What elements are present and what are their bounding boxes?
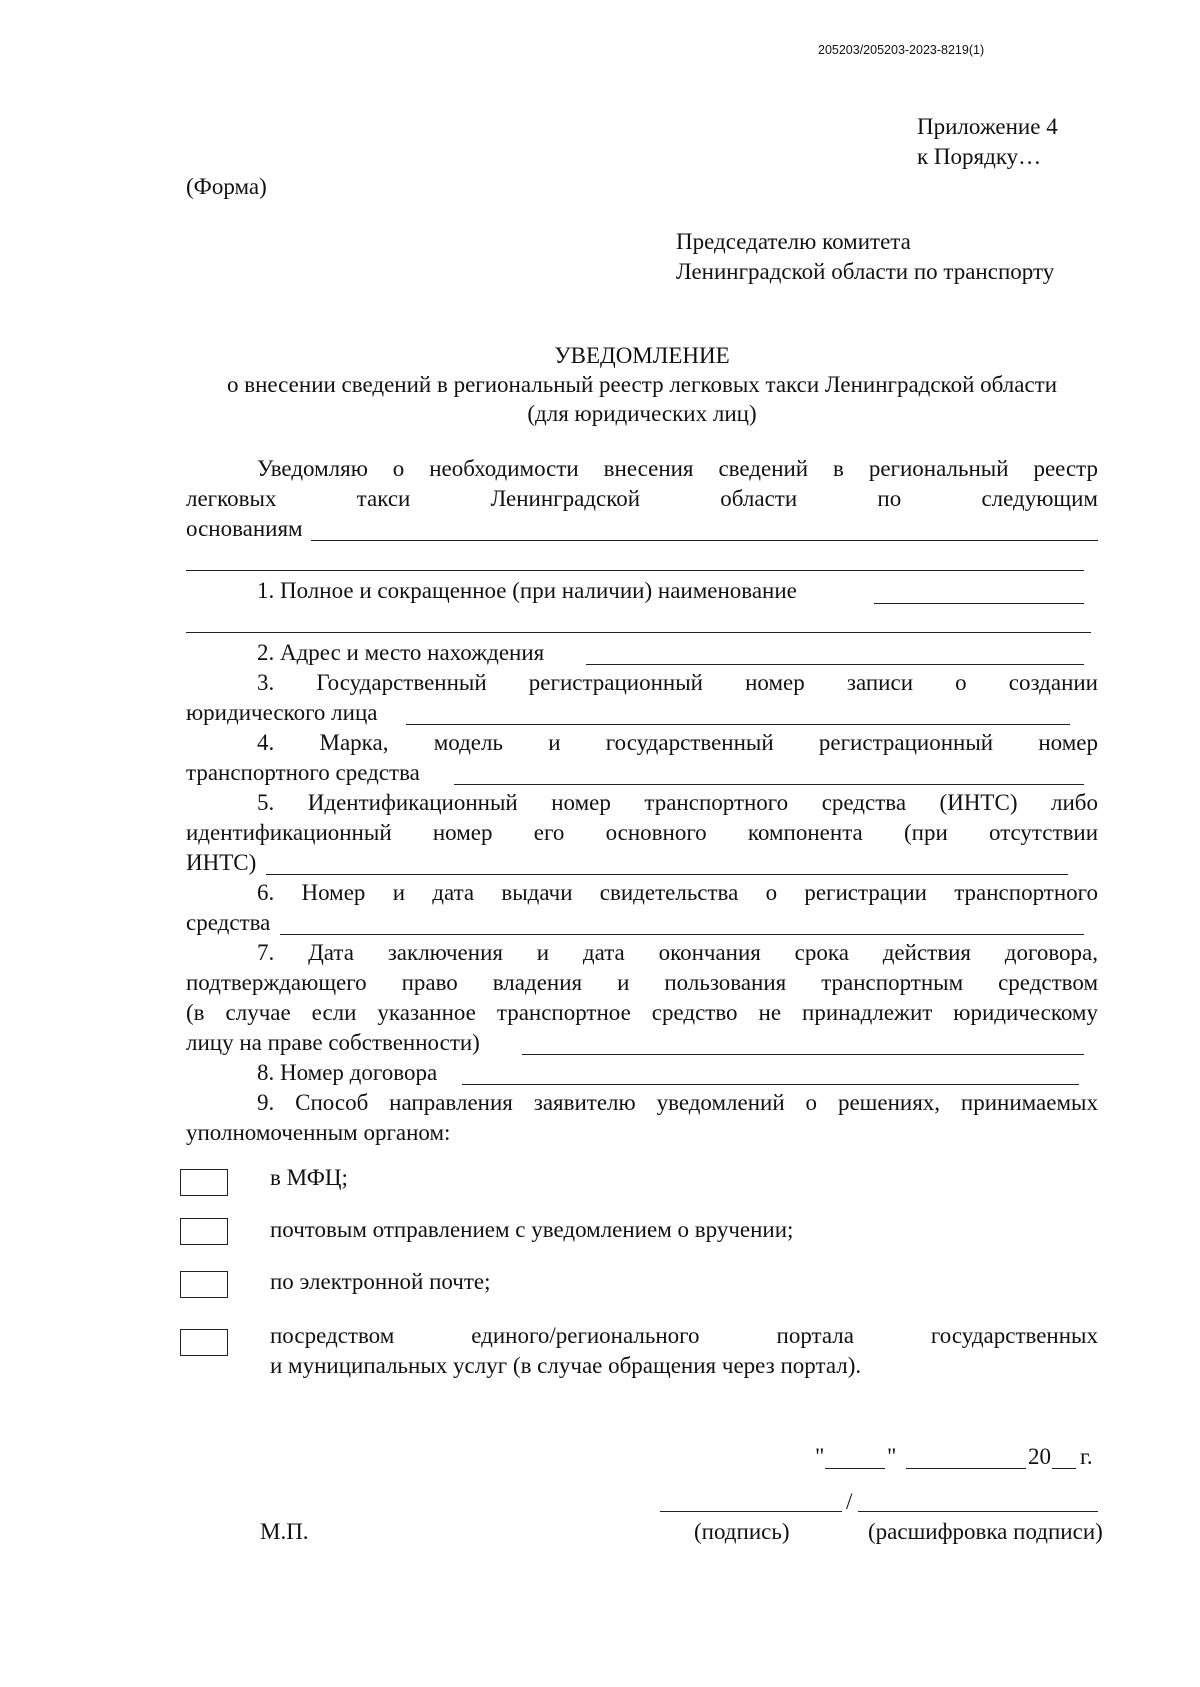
date-quote-open: "	[815, 1444, 825, 1469]
option-mail-label: почтовым отправлением с уведомлением о вручении;	[270, 1217, 794, 1242]
name-field[interactable]	[874, 603, 1084, 604]
item-7-label-cont: подтверждающего право владения и пользования транспортным средством	[186, 970, 1098, 995]
item-1-label: 1. Полное и сокращенное (при наличии) наименование	[257, 578, 797, 603]
document-title: УВЕДОМЛЕНИЕ	[554, 343, 730, 368]
date-year-field[interactable]	[1052, 1468, 1076, 1469]
stamp-label: М.П.	[260, 1519, 309, 1544]
date-quote-close: "	[887, 1444, 897, 1469]
date-year-prefix: 20	[1028, 1444, 1051, 1469]
intro-line-3: основаниям	[186, 516, 303, 541]
appendix-line-1: Приложение 4	[917, 114, 1058, 139]
option-mail-checkbox[interactable]	[180, 1218, 228, 1245]
item-6-label-cont: средства	[186, 910, 271, 935]
vin-field[interactable]	[266, 874, 1068, 875]
item-7-label-cont-2: (в случае если указанное транспортное средство не принадлежит юридическому	[186, 1000, 1098, 1025]
item-8-label: 8. Номер договора	[257, 1060, 438, 1085]
appendix-line-2: к Порядку…	[917, 144, 1042, 169]
option-portal-checkbox[interactable]	[180, 1329, 228, 1356]
form-label: (Форма)	[186, 174, 267, 199]
signature-decode-label: (расшифровка подписи)	[868, 1519, 1103, 1544]
item-4-label-cont: транспортного средства	[186, 760, 420, 785]
option-portal-label: посредством единого/регионального портала государственных	[270, 1323, 1098, 1348]
addressee-line-2: Ленинградской области по транспорту	[676, 259, 1055, 284]
option-mfc-label: в МФЦ;	[270, 1165, 348, 1190]
signature-label: (подпись)	[694, 1519, 790, 1544]
item-4-label: 4. Марка, модель и государственный регистрационный номер	[257, 730, 1098, 755]
contract-number-field[interactable]	[462, 1084, 1079, 1085]
grounds-field-line-2[interactable]	[186, 570, 1084, 571]
document-subtitle: о внесении сведений в региональный реестр легковых такси Ленинградской области	[226, 372, 1058, 397]
option-email-checkbox[interactable]	[180, 1271, 228, 1298]
item-3-label: 3. Государственный регистрационный номер записи о создании	[257, 670, 1098, 695]
option-mfc-checkbox[interactable]	[180, 1169, 228, 1196]
certificate-field[interactable]	[280, 934, 1084, 935]
item-3-label-cont: юридического лица	[186, 700, 378, 725]
signature-slash: /	[846, 1489, 853, 1514]
date-month-field[interactable]	[906, 1468, 1026, 1469]
addressee-line-1: Председателю комитета	[676, 229, 911, 254]
option-portal-label-cont: и муниципальных услуг (в случае обращения через портал).	[270, 1353, 862, 1378]
item-9-label: 9. Способ направления заявителю уведомлений о решениях, принимаемых	[257, 1090, 1098, 1115]
item-9-label-cont: уполномоченным органом:	[186, 1120, 451, 1145]
option-email-label: по электронной почте;	[270, 1269, 491, 1294]
document-code: 205203/205203-2023-8219(1)	[818, 43, 985, 57]
date-year-suffix: г.	[1080, 1444, 1093, 1469]
signature-decode-field[interactable]	[858, 1511, 1098, 1512]
date-day-field[interactable]	[825, 1468, 885, 1469]
contract-dates-field[interactable]	[522, 1054, 1084, 1055]
registration-number-field[interactable]	[406, 724, 1070, 725]
intro-line-1: Уведомляю о необходимости внесения сведений в региональный реестр	[257, 456, 1098, 481]
address-field[interactable]	[586, 664, 1084, 665]
name-field-line-2[interactable]	[186, 632, 1091, 633]
vehicle-field[interactable]	[454, 784, 1084, 785]
intro-line-2: легковых такси Ленинградской области по следующим	[186, 486, 1098, 511]
item-5-label-cont: идентификационный номер его основного компонента (при отсутствии	[186, 820, 1098, 845]
item-2-label: 2. Адрес и место нахождения	[257, 640, 545, 665]
item-7-label-cont-3: лицу на праве собственности)	[186, 1030, 480, 1055]
item-5-label: 5. Идентификационный номер транспортного средства (ИНТС) либо	[257, 790, 1098, 815]
item-5-label-cont-2: ИНТС)	[186, 850, 257, 875]
item-6-label: 6. Номер и дата выдачи свидетельства о регистрации транспортного	[257, 880, 1098, 905]
item-7-label: 7. Дата заключения и дата окончания срока действия договора,	[257, 940, 1098, 965]
signature-field[interactable]	[660, 1511, 842, 1512]
document-subtitle-2: (для юридических лиц)	[527, 401, 757, 426]
grounds-field[interactable]	[311, 540, 1098, 541]
